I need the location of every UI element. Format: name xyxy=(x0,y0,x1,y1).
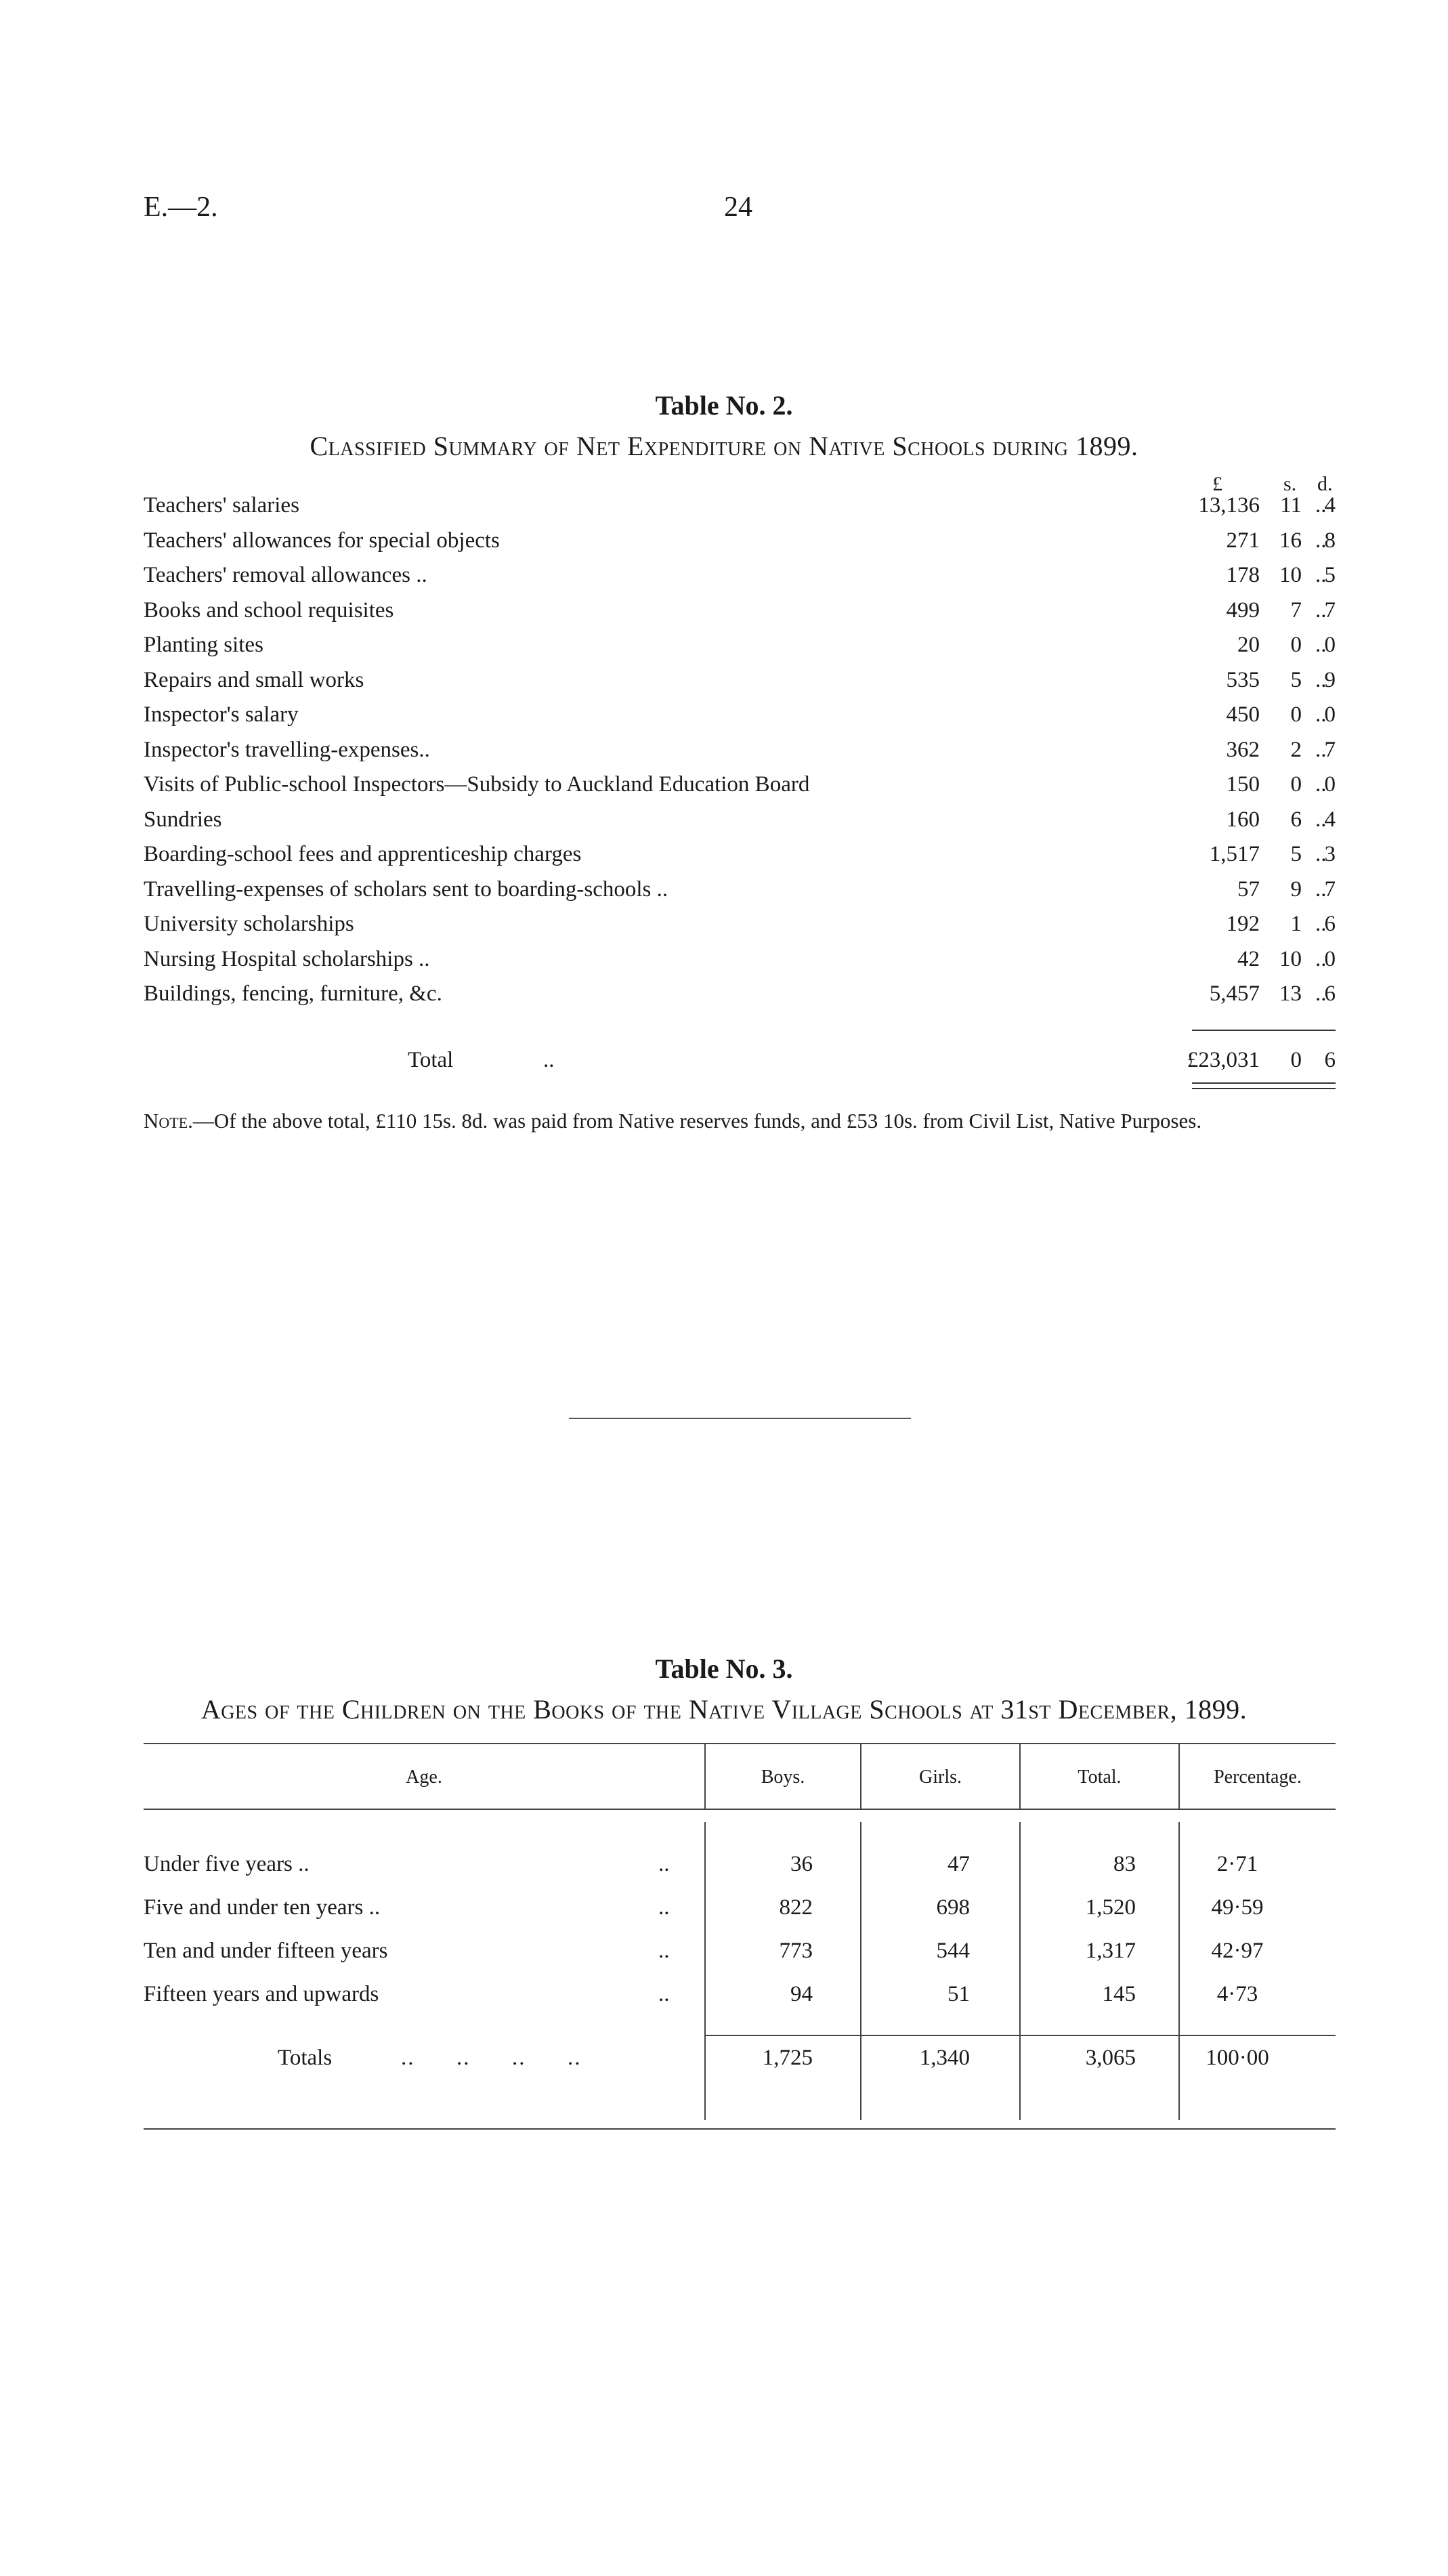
total-shillings: 0 xyxy=(1290,1048,1302,1072)
leader-dots: .. xyxy=(1315,737,1327,762)
leader-dots: .. xyxy=(1315,981,1327,1006)
pounds-value: 499 xyxy=(1226,597,1260,622)
expenditure-label: Repairs and small works xyxy=(144,667,364,692)
pounds-value: 20 xyxy=(1237,633,1260,657)
pence-value: 7 xyxy=(1324,597,1336,622)
expenditure-row xyxy=(144,807,1336,841)
expenditure-label: Books and school requisites xyxy=(144,597,394,622)
expenditure-label: University scholarships xyxy=(144,912,354,936)
table3-subtitle: Ages of the Children on the Books of the Native Village Schools at 31st December, 1899. xyxy=(200,1694,1248,1725)
totals-percentage: 100·00 xyxy=(1206,2046,1269,2070)
expenditure-row xyxy=(144,842,1336,876)
leader-dots: .. .. .. .. xyxy=(401,2046,582,2070)
table2-note xyxy=(144,1107,1336,1135)
column-header-girls: Girls. xyxy=(919,1767,962,1788)
expenditure-label: Visits of Public-school Inspectors—Subsidy to Auckland Education Board xyxy=(144,772,810,797)
pounds-value: 362 xyxy=(1226,737,1260,762)
leader-dots: .. xyxy=(1315,912,1327,936)
pounds-value: 57 xyxy=(1237,877,1260,902)
shillings-value: 1 xyxy=(1290,912,1302,936)
leader-dots: .. xyxy=(543,1048,555,1072)
leader-dots: .. xyxy=(1315,667,1327,692)
totals-boys: 1,725 xyxy=(762,2046,813,2070)
shillings-value: 13 xyxy=(1279,981,1302,1006)
age-label: Fifteen years and upwards xyxy=(144,1982,379,2006)
boys-value: 773 xyxy=(779,1939,813,1963)
age-label: Five and under ten years .. xyxy=(144,1895,381,1920)
shillings-value: 0 xyxy=(1290,702,1302,727)
shillings-value: 2 xyxy=(1290,737,1302,762)
expenditure-label: Teachers' salaries xyxy=(144,493,299,518)
leader-dots: .. xyxy=(658,1895,670,1920)
percentage-value: 49·59 xyxy=(1211,1895,1264,1920)
expenditure-label: Travelling-expenses of scholars sent to boarding-schools .. xyxy=(144,877,668,902)
pounds-value: 271 xyxy=(1226,528,1260,553)
leader-dots: .. xyxy=(658,1939,670,1963)
girls-value: 544 xyxy=(936,1939,970,1963)
total-rule-double-1 xyxy=(1192,1082,1336,1084)
expenditure-row xyxy=(144,563,1336,597)
total-value: 83 xyxy=(1113,1852,1136,1876)
column-header-boys: Boys. xyxy=(761,1767,805,1788)
expenditure-label: Boarding-school fees and apprenticeship charges xyxy=(144,842,582,866)
shillings-value: 5 xyxy=(1290,667,1302,692)
ages-row xyxy=(144,1982,1336,2023)
expenditure-row xyxy=(144,947,1336,981)
document-code: E.—2. xyxy=(144,192,218,223)
table2-subtitle: Classified Summary of Net Expenditure on Native Schools during 1899. xyxy=(310,431,1138,461)
leader-dots: .. xyxy=(1315,597,1327,622)
expenditure-label: Nursing Hospital scholarships .. xyxy=(144,946,430,971)
shillings-value: 9 xyxy=(1290,877,1302,902)
pence-value: 6 xyxy=(1324,912,1336,936)
total-value: 1,317 xyxy=(1085,1939,1136,1963)
shillings-value: 6 xyxy=(1290,807,1302,832)
leader-dots: .. xyxy=(1315,702,1327,727)
shillings-value: 5 xyxy=(1290,842,1302,866)
table3-bottom-rule xyxy=(144,2128,1336,2130)
shillings-value: 7 xyxy=(1290,597,1302,622)
expenditure-row xyxy=(144,633,1336,667)
expenditure-row xyxy=(144,981,1336,1015)
leader-dots: .. xyxy=(1315,772,1327,797)
pounds-header: £ xyxy=(1212,473,1222,495)
leader-dots: .. xyxy=(658,1852,670,1876)
pounds-value: 160 xyxy=(1226,807,1260,832)
pence-value: 7 xyxy=(1324,877,1336,902)
expenditure-label: Inspector's salary xyxy=(144,702,299,727)
age-label: Under five years .. xyxy=(144,1852,310,1876)
expenditure-row xyxy=(144,702,1336,736)
table3-top-rule xyxy=(144,1743,1336,1744)
pounds-value: 13,136 xyxy=(1198,493,1260,518)
pence-value: 9 xyxy=(1324,667,1336,692)
total-pounds: £23,031 xyxy=(1187,1048,1260,1072)
girls-value: 51 xyxy=(947,1982,970,2006)
table2-title: Table No. 2. xyxy=(655,390,793,421)
leader-dots: .. xyxy=(1315,877,1327,902)
note-lead: Note. xyxy=(144,1109,193,1133)
totals-girls: 1,340 xyxy=(919,2046,970,2070)
expenditure-row xyxy=(144,877,1336,911)
total-rule-top xyxy=(1192,1030,1336,1031)
pounds-value: 1,517 xyxy=(1209,842,1260,866)
shillings-value: 10 xyxy=(1279,563,1302,587)
pounds-value: 192 xyxy=(1226,912,1260,936)
note-text: —Of the above total, £110 15s. 8d. was paid from Native reserves funds, and £53 10s. from Civil List, Native Purposes. xyxy=(192,1109,1202,1133)
boys-value: 94 xyxy=(790,1982,813,2006)
ages-row xyxy=(144,1939,1336,1979)
pence-value: 4 xyxy=(1324,807,1336,832)
table3-title: Table No. 3. xyxy=(655,1653,793,1684)
age-label: Ten and under fifteen years xyxy=(144,1939,388,1963)
expenditure-total-row xyxy=(144,1048,1336,1082)
expenditure-label: Teachers' removal allowances .. xyxy=(144,563,427,587)
section-divider xyxy=(569,1418,911,1419)
column-header-age: Age. xyxy=(406,1767,442,1788)
pounds-value: 450 xyxy=(1226,702,1260,727)
pence-value: 5 xyxy=(1324,563,1336,587)
leader-dots: .. xyxy=(1315,842,1327,866)
girls-value: 698 xyxy=(936,1895,970,1920)
expenditure-row xyxy=(144,772,1336,806)
pence-header: d. xyxy=(1317,473,1333,495)
totals-rule xyxy=(704,2035,1336,2036)
pence-value: 0 xyxy=(1324,772,1336,797)
pounds-value: 150 xyxy=(1226,772,1260,797)
shillings-value: 10 xyxy=(1279,946,1302,971)
table3-header-rule xyxy=(144,1809,1336,1810)
ages-row xyxy=(144,1852,1336,1893)
page-number: 24 xyxy=(724,192,752,223)
shillings-value: 0 xyxy=(1290,772,1302,797)
pence-value: 0 xyxy=(1324,702,1336,727)
totals-total: 3,065 xyxy=(1085,2046,1136,2070)
percentage-value: 42·97 xyxy=(1211,1939,1264,1963)
total-rule-double-2 xyxy=(1192,1088,1336,1089)
leader-dots: .. xyxy=(1315,633,1327,657)
ages-row xyxy=(144,1895,1336,1936)
expenditure-label: Buildings, fencing, furniture, &c. xyxy=(144,981,442,1006)
pence-value: 7 xyxy=(1324,737,1336,762)
pence-value: 3 xyxy=(1324,842,1336,866)
percentage-value: 4·73 xyxy=(1216,1982,1258,2006)
pounds-value: 5,457 xyxy=(1209,981,1260,1006)
total-value: 145 xyxy=(1102,1982,1136,2006)
expenditure-label: Planting sites xyxy=(144,633,263,657)
total-value: 1,520 xyxy=(1085,1895,1136,1920)
column-header-total: Total. xyxy=(1078,1767,1122,1788)
leader-dots: .. xyxy=(658,1982,670,2006)
total-pence: 6 xyxy=(1324,1048,1336,1072)
shillings-value: 16 xyxy=(1279,528,1302,553)
boys-value: 36 xyxy=(790,1852,813,1876)
pounds-value: 178 xyxy=(1226,563,1260,587)
expenditure-label: Sundries xyxy=(144,807,222,832)
column-header-percentage: Percentage. xyxy=(1214,1767,1302,1788)
expenditure-row xyxy=(144,493,1336,527)
leader-dots: .. xyxy=(1315,563,1327,587)
leader-dots: .. xyxy=(1315,528,1327,553)
pence-value: 8 xyxy=(1324,528,1336,553)
expenditure-row xyxy=(144,598,1336,632)
leader-dots: .. xyxy=(1315,807,1327,832)
expenditure-label: Inspector's travelling-expenses.. xyxy=(144,737,430,762)
expenditure-label: Teachers' allowances for special objects xyxy=(144,528,500,553)
ages-totals-row xyxy=(144,2046,1336,2086)
pounds-value: 42 xyxy=(1237,946,1260,971)
expenditure-row xyxy=(144,912,1336,946)
expenditure-row xyxy=(144,668,1336,702)
girls-value: 47 xyxy=(947,1852,970,1876)
pence-value: 4 xyxy=(1324,493,1336,518)
pence-value: 6 xyxy=(1324,981,1336,1006)
boys-value: 822 xyxy=(779,1895,813,1920)
total-label: Total xyxy=(408,1048,454,1072)
expenditure-row xyxy=(144,528,1336,562)
shillings-value: 0 xyxy=(1290,633,1302,657)
pence-value: 0 xyxy=(1324,946,1336,971)
percentage-value: 2·71 xyxy=(1216,1852,1258,1876)
leader-dots: .. xyxy=(1315,946,1327,971)
pence-value: 0 xyxy=(1324,633,1336,657)
expenditure-row xyxy=(144,738,1336,772)
pounds-value: 535 xyxy=(1226,667,1260,692)
leader-dots: .. xyxy=(1315,493,1327,518)
totals-label: Totals xyxy=(278,2046,333,2070)
shillings-header: s. xyxy=(1283,473,1297,495)
shillings-value: 11 xyxy=(1280,493,1302,518)
